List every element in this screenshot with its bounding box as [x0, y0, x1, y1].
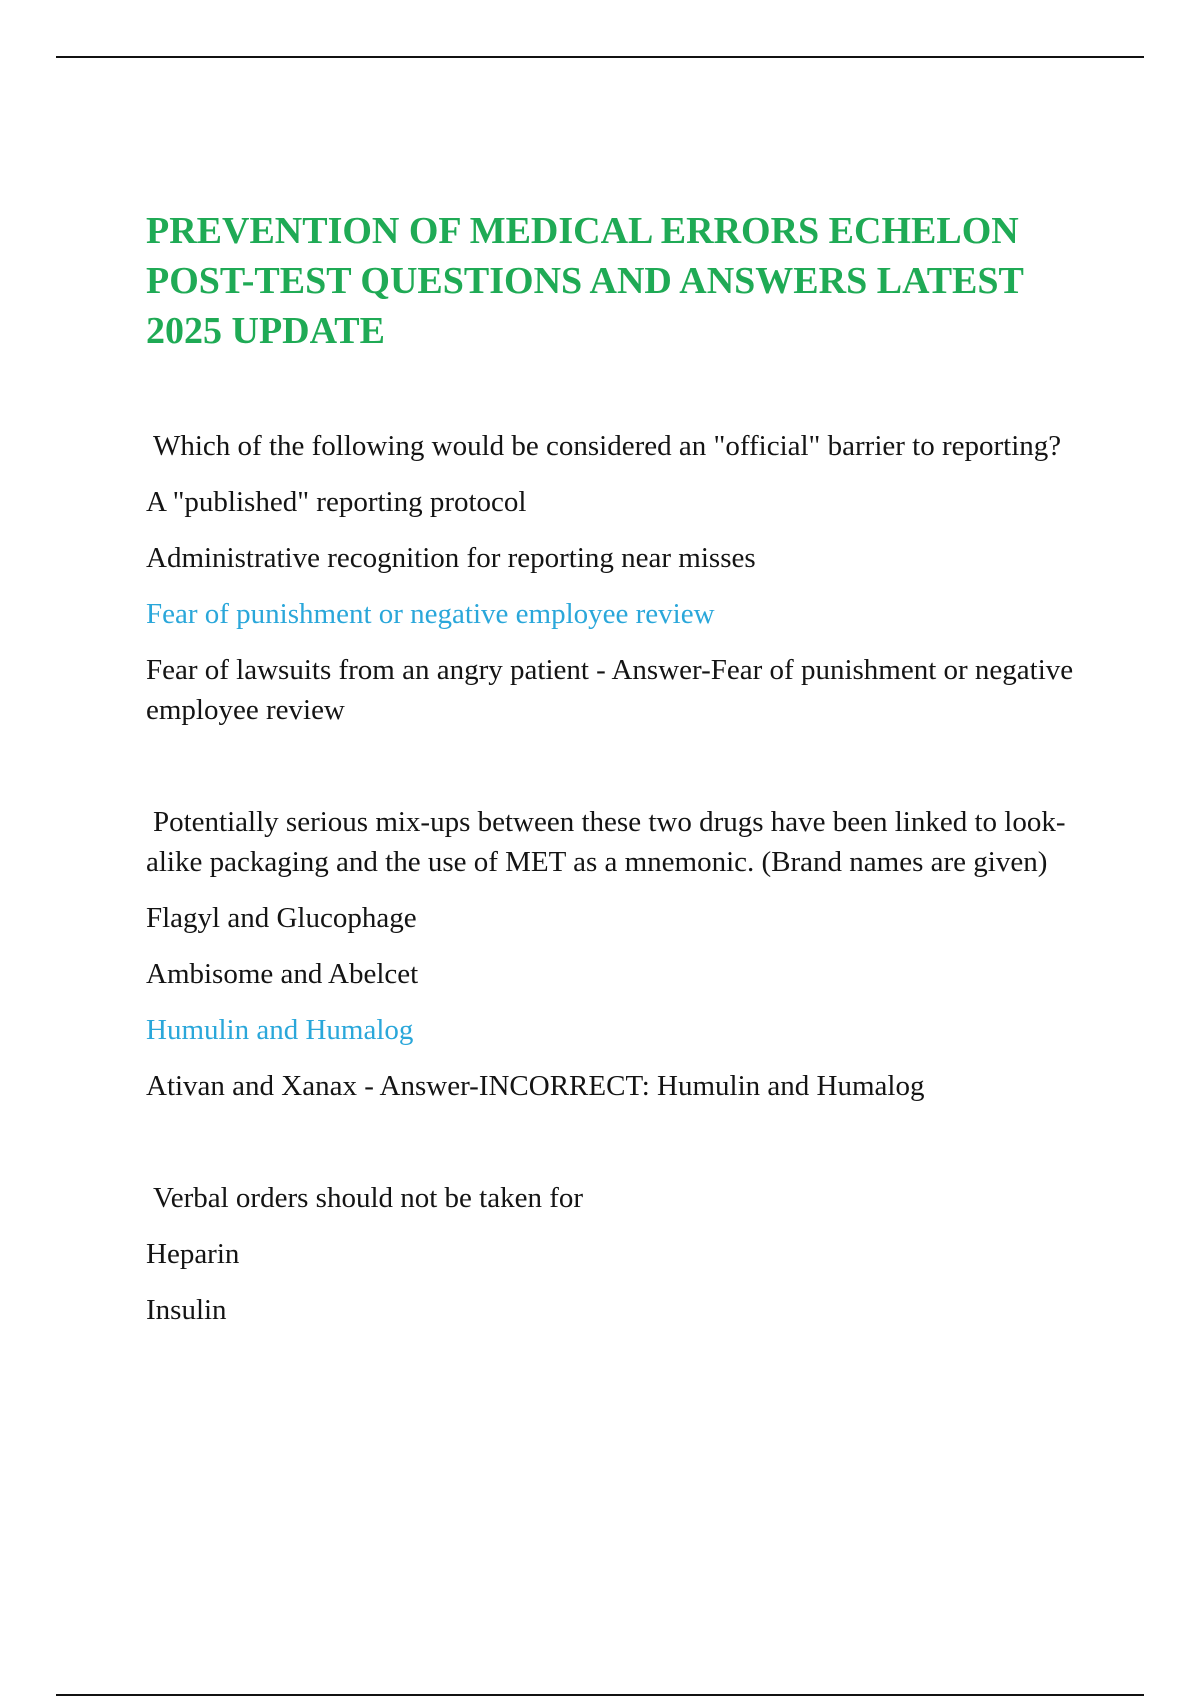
question-block: [146, 802, 1106, 1106]
footer-rule: [56, 1694, 1144, 1696]
answer-option: Heparin: [146, 1238, 240, 1270]
title-line: PREVENTION OF MEDICAL ERRORS ECHELON: [146, 210, 1019, 252]
answer-option: Administrative recognition for reporting near misses: [146, 542, 756, 574]
title-line: 2025 UPDATE: [146, 310, 385, 352]
correct-answer-option: Humulin and Humalog: [146, 1014, 414, 1046]
question-text: Potentially serious mix-ups between these two drugs have been linked to look-alike packaging and the use of MET as a mnemonic. (Brand names are given): [146, 806, 1066, 878]
answer-option: Ambisome and Abelcet: [146, 958, 419, 990]
question-text: Verbal orders should not be taken for: [153, 1182, 584, 1214]
document-title: [146, 206, 1106, 356]
question-block: [146, 426, 1106, 730]
answer-option-with-key: Ativan and Xanax - Answer-INCORRECT: Humulin and Humalog: [146, 1070, 925, 1102]
header-rule: [56, 56, 1144, 58]
question-text: Which of the following would be considered an "official" barrier to reporting?: [153, 430, 1062, 462]
title-line: POST-TEST QUESTIONS AND ANSWERS LATEST: [146, 260, 1024, 302]
page-content: [146, 206, 1106, 1330]
correct-answer-option: Fear of punishment or negative employee review: [146, 598, 715, 630]
answer-option: A "published" reporting protocol: [146, 486, 527, 518]
question-block: [146, 1178, 1106, 1330]
answer-option: Insulin: [146, 1294, 227, 1326]
question-list: [146, 426, 1106, 1330]
answer-option: Flagyl and Glucophage: [146, 902, 417, 934]
answer-option-with-key: Fear of lawsuits from an angry patient - Answer-Fear of punishment or negative employee review: [146, 654, 1074, 726]
